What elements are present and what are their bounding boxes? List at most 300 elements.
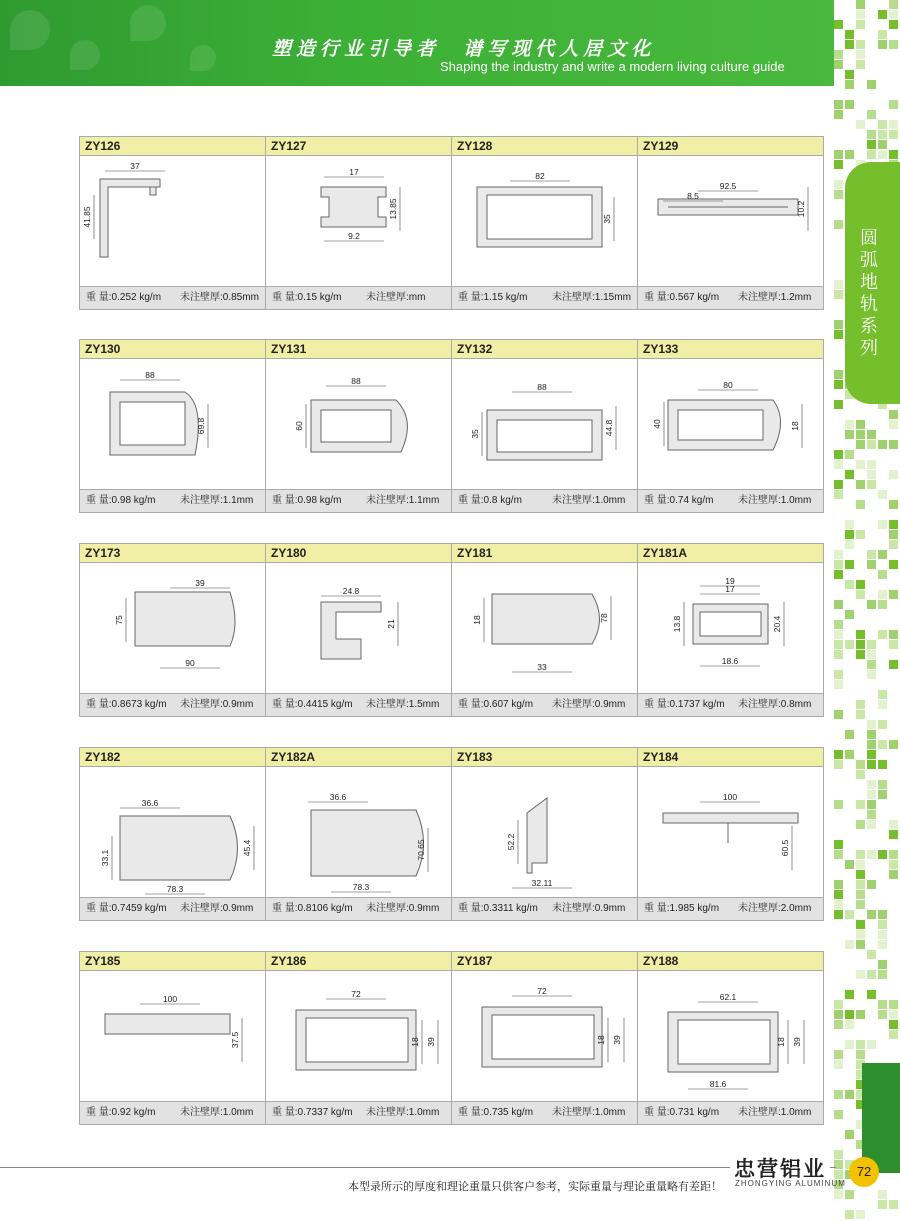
- profile-section-svg: [638, 157, 823, 286]
- profile-outline: [477, 187, 602, 247]
- mosaic-square: [856, 700, 865, 709]
- mosaic-square: [867, 560, 876, 569]
- mosaic-square: [878, 1010, 887, 1019]
- dimension-label: 36.6: [329, 792, 347, 802]
- profile-drawing: [266, 972, 451, 1101]
- dimension-label: 39: [195, 578, 205, 588]
- mosaic-square: [845, 150, 854, 159]
- profile-wall-thickness: 未注壁厚:1.0mm: [552, 1107, 626, 1118]
- mosaic-square: [834, 840, 843, 849]
- profile-spec-bar: [266, 1101, 451, 1124]
- mosaic-square: [878, 10, 887, 19]
- profile-outline: [658, 199, 798, 215]
- mosaic-square: [834, 680, 843, 689]
- mosaic-square: [867, 150, 876, 159]
- dimension-label: 70.65: [416, 839, 426, 861]
- mosaic-square: [834, 20, 843, 29]
- profile-weight: 重 量:0.7459 kg/m: [86, 903, 167, 914]
- dimension-label: 100: [162, 994, 178, 1004]
- dimension-label: 17: [349, 167, 359, 177]
- profile-section-svg: [80, 768, 265, 897]
- profile-spec-bar: [638, 286, 823, 309]
- disclaimer-note: 本型录所示的厚度和理论重量只供客户参考，实际重量与理论重量略有差距！: [348, 1181, 722, 1193]
- mosaic-square: [834, 550, 843, 559]
- mosaic-square: [856, 500, 865, 509]
- mosaic-square: [856, 870, 865, 879]
- mosaic-square: [878, 140, 887, 149]
- mosaic-square: [867, 790, 876, 799]
- profile-drawing: [638, 768, 823, 897]
- mosaic-square: [889, 530, 898, 539]
- slogan-cn: 塑造行业引导者 谱写现代人居文化: [272, 38, 656, 60]
- mosaic-square: [845, 580, 854, 589]
- mosaic-square: [878, 1190, 887, 1199]
- profile-section-svg: [452, 360, 637, 489]
- dimension-label: 18: [776, 1037, 786, 1047]
- profile-row: [79, 339, 824, 513]
- profile-wall-thickness: 未注壁厚:1.1mm: [366, 495, 440, 506]
- mosaic-square: [856, 1010, 865, 1019]
- mosaic-square: [845, 940, 854, 949]
- profile-spec-bar: [452, 489, 637, 512]
- mosaic-square: [878, 590, 887, 599]
- profile-spec-bar: [266, 897, 451, 920]
- dimension-label: 13.85: [388, 198, 398, 220]
- mosaic-square: [856, 940, 865, 949]
- mosaic-square: [856, 1210, 865, 1219]
- dimension-label: 39: [426, 1037, 436, 1047]
- mosaic-square: [889, 410, 898, 419]
- dimension-label: 69.8: [196, 417, 206, 435]
- profile-outline: [321, 602, 381, 659]
- mosaic-square: [889, 660, 898, 669]
- mosaic-square: [856, 850, 865, 859]
- profile-card: [638, 544, 823, 716]
- profile-outline: [311, 400, 407, 452]
- mosaic-square: [834, 560, 843, 569]
- profile-drawing: [266, 564, 451, 693]
- profile-wall-thickness: 未注壁厚:0.9mm: [552, 699, 626, 710]
- mosaic-square: [845, 860, 854, 869]
- dimension-label: 45.4: [242, 839, 252, 857]
- mosaic-square: [834, 150, 843, 159]
- mosaic-square: [834, 50, 843, 59]
- dimension-label: 18.6: [721, 656, 739, 666]
- profile-drawing: [266, 768, 451, 897]
- profile-outline: [693, 604, 768, 644]
- mosaic-square: [867, 730, 876, 739]
- profile-code: ZY184: [638, 748, 823, 767]
- profile-wall-thickness: 未注壁厚:0.9mm: [366, 903, 440, 914]
- profile-wall-thickness: 未注壁厚:1.0mm: [366, 1107, 440, 1118]
- dimension-label: 78.3: [352, 882, 370, 892]
- mosaic-square: [856, 890, 865, 899]
- mosaic-square: [889, 20, 898, 29]
- dimension-label: 72: [351, 989, 361, 999]
- profile-wall-thickness: 未注壁厚:1.1mm: [180, 495, 254, 506]
- dimension-label: 72: [537, 986, 547, 996]
- mosaic-square: [878, 1000, 887, 1009]
- dimension-label: 36.6: [141, 798, 159, 808]
- profile-wall-thickness: 未注壁厚:1.5mm: [366, 699, 440, 710]
- mosaic-square: [878, 850, 887, 859]
- profile-spec-bar: [638, 1101, 823, 1124]
- profile-spec-bar: [80, 286, 265, 309]
- profile-drawing: [452, 360, 637, 489]
- profile-spec-bar: [452, 693, 637, 716]
- mosaic-square: [834, 600, 843, 609]
- leaf-decoration: [130, 5, 166, 41]
- profile-wall-thickness: 未注壁厚:1.15mm: [552, 292, 631, 303]
- mosaic-square: [834, 620, 843, 629]
- profile-spec-bar: [266, 693, 451, 716]
- mosaic-square: [878, 40, 887, 49]
- mosaic-square: [878, 1200, 887, 1209]
- dimension-label: 100: [722, 792, 738, 802]
- profile-section-svg: [452, 564, 637, 693]
- profile-card: [452, 340, 638, 512]
- profile-wall-thickness: 未注壁厚:1.0mm: [180, 1107, 254, 1118]
- profile-wall-thickness: 未注壁厚:0.85mm: [180, 292, 259, 303]
- dimension-label: 33: [537, 662, 547, 672]
- profile-spec-bar: [452, 897, 637, 920]
- mosaic-square: [867, 480, 876, 489]
- profile-spec-bar: [80, 1101, 265, 1124]
- profile-weight: 重 量:0.8 kg/m: [458, 495, 522, 506]
- dimension-label: 44.8: [604, 419, 614, 437]
- mosaic-square: [845, 640, 854, 649]
- mosaic-square: [845, 730, 854, 739]
- mosaic-square: [889, 1020, 898, 1029]
- mosaic-square: [889, 1200, 898, 1209]
- profile-section-svg: [452, 768, 637, 897]
- dimension-label: 39: [612, 1035, 622, 1045]
- dimension-label: 62.1: [719, 992, 737, 1002]
- mosaic-square: [856, 440, 865, 449]
- dimension-label: 18: [596, 1035, 606, 1045]
- mosaic-square: [834, 640, 843, 649]
- mosaic-square: [834, 880, 843, 889]
- profile-code: ZY181: [452, 544, 637, 563]
- mosaic-square: [834, 1010, 843, 1019]
- mosaic-square: [845, 420, 854, 429]
- mosaic-square: [867, 80, 876, 89]
- mosaic-square: [834, 750, 843, 759]
- mosaic-square: [867, 460, 876, 469]
- profile-weight: 重 量:0.731 kg/m: [644, 1107, 720, 1118]
- mosaic-square: [845, 560, 854, 569]
- leaf-decoration: [70, 40, 100, 70]
- mosaic-square: [856, 880, 865, 889]
- profile-drawing: [266, 360, 451, 489]
- mosaic-square: [856, 920, 865, 929]
- mosaic-square: [834, 490, 843, 499]
- dimension-label: 9.2: [348, 231, 360, 241]
- profile-spec-bar: [638, 489, 823, 512]
- profile-outline: [311, 810, 424, 876]
- mosaic-square: [834, 1000, 843, 1009]
- mosaic-square: [867, 470, 876, 479]
- profile-outline: [321, 187, 386, 227]
- profile-spec-bar: [80, 693, 265, 716]
- mosaic-square: [867, 970, 876, 979]
- mosaic-square: [867, 110, 876, 119]
- mosaic-square: [867, 990, 876, 999]
- mosaic-square: [889, 590, 898, 599]
- profile-section-svg: [80, 360, 265, 489]
- profile-card: [80, 544, 266, 716]
- mosaic-square: [834, 570, 843, 579]
- profile-weight: 重 量:0.92 kg/m: [86, 1107, 156, 1118]
- profile-wall-thickness: 未注壁厚:0.9mm: [552, 903, 626, 914]
- profile-section-svg: [266, 360, 451, 489]
- mosaic-square: [834, 900, 843, 909]
- dimension-label: 37: [130, 161, 140, 171]
- profile-weight: 重 量:0.98 kg/m: [86, 495, 156, 506]
- mosaic-square: [856, 590, 865, 599]
- mosaic-square: [878, 960, 887, 969]
- mosaic-square: [834, 190, 843, 199]
- mosaic-square: [834, 290, 843, 299]
- mosaic-square: [878, 700, 887, 709]
- mosaic-square: [878, 780, 887, 789]
- mosaic-square: [889, 830, 898, 839]
- mosaic-square: [867, 750, 876, 759]
- mosaic-square: [845, 40, 854, 49]
- profile-section-svg: [266, 768, 451, 897]
- profile-section-svg: [266, 564, 451, 693]
- profile-weight: 重 量:0.3311 kg/m: [458, 903, 538, 914]
- mosaic-square: [867, 740, 876, 749]
- profile-section-svg: [638, 564, 823, 693]
- mosaic-square: [867, 440, 876, 449]
- mosaic-square: [878, 760, 887, 769]
- mosaic-square: [834, 180, 843, 189]
- mosaic-square: [845, 610, 854, 619]
- mosaic-square: [889, 1030, 898, 1039]
- mosaic-square: [889, 120, 898, 129]
- mosaic-square: [856, 710, 865, 719]
- mosaic-square: [856, 530, 865, 539]
- mosaic-square: [867, 640, 876, 649]
- profile-weight: 重 量:0.252 kg/m: [86, 292, 162, 303]
- profile-wall-thickness: 未注壁厚:2.0mm: [738, 903, 812, 914]
- profile-outline: [668, 1012, 778, 1072]
- profile-section-svg: [80, 564, 265, 693]
- mosaic-square: [845, 1020, 854, 1029]
- profile-card: [452, 748, 638, 920]
- profile-drawing: [452, 564, 637, 693]
- mosaic-square: [878, 120, 887, 129]
- profile-card: [266, 340, 452, 512]
- page-number: 72: [849, 1157, 879, 1187]
- mosaic-square: [845, 540, 854, 549]
- mosaic-square: [856, 60, 865, 69]
- mosaic-square: [845, 910, 854, 919]
- profile-spec-bar: [266, 489, 451, 512]
- mosaic-square: [878, 970, 887, 979]
- dimension-label: 60: [294, 421, 304, 431]
- profile-weight: 重 量:0.98 kg/m: [272, 495, 342, 506]
- profile-section-svg: [452, 157, 637, 286]
- mosaic-square: [878, 550, 887, 559]
- mosaic-square: [856, 0, 865, 9]
- mosaic-square: [889, 860, 898, 869]
- profile-row: [79, 747, 824, 921]
- mosaic-square: [856, 40, 865, 49]
- profile-card: [80, 952, 266, 1124]
- mosaic-square: [878, 30, 887, 39]
- mosaic-square: [856, 20, 865, 29]
- profile-weight: 重 量:0.735 kg/m: [458, 1107, 534, 1118]
- dimension-label: 52.2: [506, 833, 516, 851]
- dimension-label: 20.4: [772, 615, 782, 633]
- profile-wall-thickness: 未注壁厚:0.8mm: [738, 699, 812, 710]
- profile-wall-thickness: 未注壁厚:1.0mm: [738, 495, 812, 506]
- profile-drawing: [80, 768, 265, 897]
- mosaic-square: [889, 640, 898, 649]
- dimension-label: 24.8: [342, 586, 360, 596]
- mosaic-square: [845, 1040, 854, 1049]
- profile-code: ZY130: [80, 340, 265, 359]
- mosaic-square: [878, 600, 887, 609]
- dimension-label: 32.11: [531, 878, 553, 888]
- mosaic-square: [834, 460, 843, 469]
- profile-weight: 重 量:0.8106 kg/m: [272, 903, 353, 914]
- mosaic-square: [889, 630, 898, 639]
- mosaic-square: [889, 470, 898, 479]
- dimension-label: 21: [386, 619, 396, 629]
- profile-card: [638, 137, 823, 309]
- mosaic-square: [867, 550, 876, 559]
- profile-weight: 重 量:0.4415 kg/m: [272, 699, 353, 710]
- profile-code: ZY183: [452, 748, 637, 767]
- mosaic-square: [878, 520, 887, 529]
- mosaic-square: [878, 790, 887, 799]
- profile-spec-bar: [638, 897, 823, 920]
- mosaic-square: [845, 1130, 854, 1139]
- mosaic-square: [867, 820, 876, 829]
- mosaic-square: [878, 920, 887, 929]
- dimension-label: 35: [470, 429, 480, 439]
- mosaic-square: [845, 430, 854, 439]
- mosaic-square: [889, 820, 898, 829]
- mosaic-square: [867, 140, 876, 149]
- profile-section-svg: [266, 157, 451, 286]
- mosaic-square: [834, 1190, 843, 1199]
- profile-card: [452, 137, 638, 309]
- mosaic-square: [878, 940, 887, 949]
- dimension-label: 18: [410, 1037, 420, 1047]
- profile-wall-thickness: 未注壁厚:1.0mm: [552, 495, 626, 506]
- mosaic-square: [834, 1150, 843, 1159]
- dimension-label: 92.5: [719, 181, 737, 191]
- profile-card: [80, 137, 266, 309]
- profile-drawing: [638, 360, 823, 489]
- mosaic-square: [867, 1040, 876, 1049]
- dimension-label: 40: [652, 419, 662, 429]
- profile-card: [266, 748, 452, 920]
- mosaic-square: [834, 450, 843, 459]
- mosaic-square: [834, 1090, 843, 1099]
- series-tab-label: 圆弧地轨系列: [860, 228, 878, 359]
- mosaic-square: [834, 890, 843, 899]
- mosaic-square: [889, 500, 898, 509]
- dimension-label: 88: [351, 376, 361, 386]
- mosaic-square: [867, 650, 876, 659]
- profile-card: [266, 137, 452, 309]
- mosaic-square: [889, 130, 898, 139]
- mosaic-square: [845, 30, 854, 39]
- profile-code: ZY133: [638, 340, 823, 359]
- profile-outline: [110, 392, 198, 455]
- series-tab: [845, 162, 900, 404]
- mosaic-square: [856, 970, 865, 979]
- profile-spec-bar: [80, 897, 265, 920]
- mosaic-square: [867, 950, 876, 959]
- dimension-label: 35: [602, 214, 612, 224]
- mosaic-square: [834, 380, 843, 389]
- mosaic-square: [856, 1040, 865, 1049]
- mosaic-square: [856, 930, 865, 939]
- profile-outline: [668, 400, 781, 450]
- mosaic-square: [856, 420, 865, 429]
- mosaic-square: [834, 1170, 843, 1179]
- dimension-label: 19: [725, 576, 735, 586]
- profile-card: [80, 748, 266, 920]
- mosaic-square: [867, 670, 876, 679]
- mosaic-square: [889, 0, 898, 9]
- mosaic-square: [834, 650, 843, 659]
- mosaic-square: [845, 1210, 854, 1219]
- mosaic-square: [834, 630, 843, 639]
- mosaic-square: [878, 570, 887, 579]
- dimension-label: 78.3: [166, 884, 184, 894]
- profile-weight: 重 量:0.74 kg/m: [644, 495, 714, 506]
- profile-drawing: [266, 157, 451, 286]
- profile-code: ZY181A: [638, 544, 823, 563]
- dimension-label: 10.2: [796, 200, 806, 218]
- profile-code: ZY127: [266, 137, 451, 156]
- profile-outline: [492, 594, 600, 644]
- mosaic-square: [856, 10, 865, 19]
- mosaic-square: [867, 850, 876, 859]
- mosaic-square: [867, 130, 876, 139]
- profile-outline: [105, 1014, 230, 1034]
- profile-drawing: [638, 157, 823, 286]
- profile-section-svg: [638, 768, 823, 897]
- mosaic-square: [889, 10, 898, 19]
- profile-weight: 重 量:1.985 kg/m: [644, 903, 720, 914]
- dimension-label: 90: [185, 658, 195, 668]
- profile-outline: [135, 592, 235, 646]
- dimension-label: 82: [535, 171, 545, 181]
- dimension-label: 88: [145, 370, 155, 380]
- mosaic-square: [889, 520, 898, 529]
- mosaic-square: [889, 740, 898, 749]
- profile-spec-bar: [80, 489, 265, 512]
- dimension-label: 75: [114, 615, 124, 625]
- mosaic-square: [834, 1060, 843, 1069]
- mosaic-square: [834, 800, 843, 809]
- profile-wall-thickness: 未注壁厚:mm: [366, 292, 426, 303]
- profile-wall-thickness: 未注壁厚:0.9mm: [180, 699, 254, 710]
- mosaic-square: [878, 440, 887, 449]
- mosaic-square: [845, 990, 854, 999]
- mosaic-square: [834, 910, 843, 919]
- mosaic-square: [878, 630, 887, 639]
- dimension-label: 88: [537, 382, 547, 392]
